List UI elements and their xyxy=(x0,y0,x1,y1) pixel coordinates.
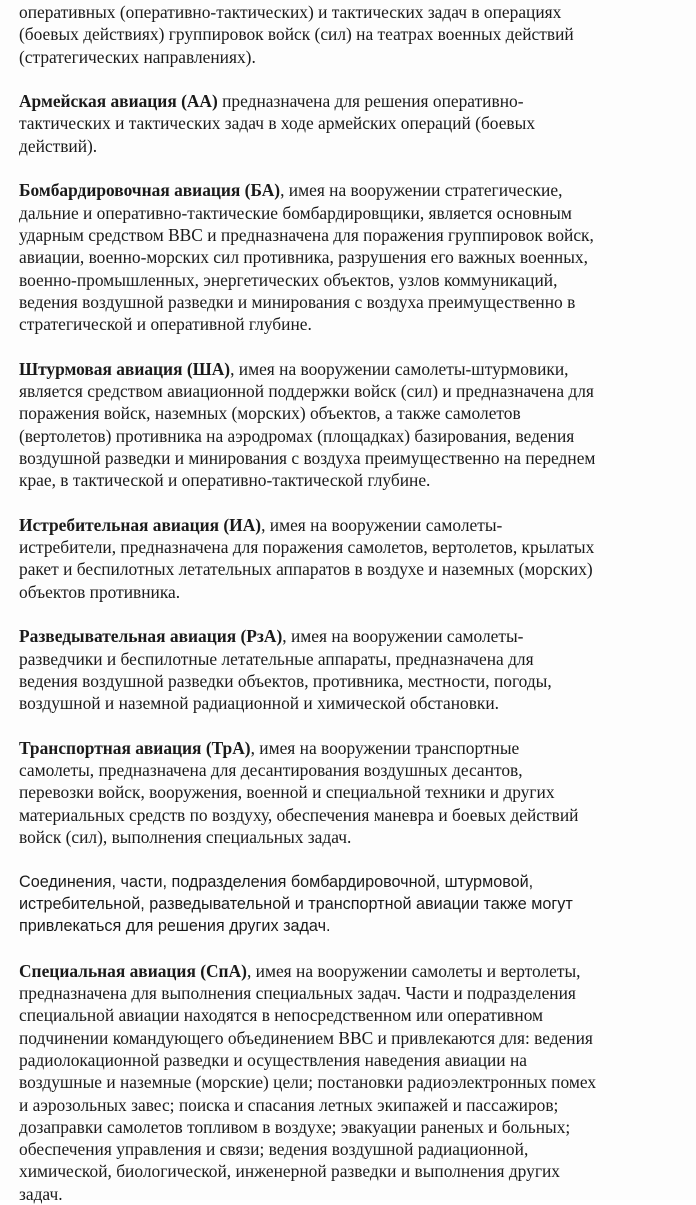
paragraph-term: Штурмовая авиация (ША) xyxy=(19,358,231,379)
paragraph-army-aviation xyxy=(19,90,682,157)
paragraph-bomber-aviation xyxy=(19,179,682,335)
paragraph-text: предназначена для решения оперативно- тактических и тактических задач в ходе армейских операций (боевых действий). xyxy=(19,91,536,156)
paragraph-continuation xyxy=(19,1,682,68)
paragraph-text: , имея на вооружении стратегические, дальние и оперативно-тактические бомбардировщики, является основным ударным средством ВВС и предназначена для поражения группировок войск, авиации, военно-морских сил противника, разрушения его важных военных, военно-промышленных, энергетических объектов, узлов коммуникаций, ведения воздушной разведки и минирования с воздуха преимущественно в стратегической и оперативной глубине. xyxy=(19,180,594,335)
paragraph-text: , имея на вооружении самолеты-штурмовики, является средством авиационной поддержки войск (сил) и предназначена для поражения войск, наземных (морских) объектов, а также самолетов (вертолетов) противника на аэродромах (площадках) базирования, ведения воздушной разведки и минирования с воздуха преимущественно на переднем крае, в тактической и оперативно-тактической глубине. xyxy=(19,358,596,491)
paragraph-text: Соединения, части, подразделения бомбардировочной, штурмовой, истребительной, разведывательной и транспортной авиации также могут привлекаться для решения других задач. xyxy=(19,872,573,936)
paragraph-term: Истребительная авиация (ИА) xyxy=(19,514,262,535)
paragraph-text: оперативных (оперативно-тактических) и тактических задач в операциях (боевых действиях) группировок войск (сил) на театрах военных действий (стратегических направлениях). xyxy=(19,2,574,67)
paragraph-other-tasks xyxy=(19,871,682,938)
paragraph-assault-aviation xyxy=(19,358,682,492)
paragraph-text: , имея на вооружении самолеты- разведчики и беспилотные летательные аппараты, предназначена для ведения воздушной разведки объектов, противника, местности, погоды, воздушной и наземной радиационной и химической обстановки. xyxy=(19,626,552,714)
paragraph-term: Разведывательная авиация (РзА) xyxy=(19,626,283,647)
paragraph-fighter-aviation xyxy=(19,514,682,603)
paragraph-term: Транспортная авиация (ТрА) xyxy=(19,737,251,758)
paragraph-text: , имея на вооружении самолеты и вертолеты, предназначена для выполнения специальных задач. Части и подразделения специальной авиации находятся в непосредственном или оперативном подчинении командующего объединением ВВС и привлекаются для: ведения радиолокационной разведки и осуществления наведения авиации на воздушные и наземные (морские) цели; постановки радиоэлектронных помех и аэрозольных завес; поиска и спасания летных экипажей и пассажиров; дозаправки самолетов топливом в воздухе; эвакуации раненых и больных; обеспечения управления и связи; ведения воздушной радиационной, химической, биологической, инженерной разведки и выполнения других задач. xyxy=(19,960,597,1204)
paragraph-text: , имея на вооружении самолеты- истребители, предназначена для поражения самолетов, вертолетов, крылатых ракет и беспилотных летательных аппаратов в воздухе и наземных (морских) объектов противника. xyxy=(19,514,595,602)
paragraph-term: Бомбардировочная авиация (БА) xyxy=(19,180,281,201)
paragraph-term: Армейская авиация (АА) xyxy=(19,91,218,112)
paragraph-special-aviation xyxy=(19,960,682,1205)
paragraph-term: Специальная авиация (СпА) xyxy=(19,960,247,981)
paragraph-text: , имея на вооружении транспортные самолеты, предназначена для десантирования воздушных десантов, перевозки войск, вооружения, военной и специальной техники и других материальных средств по воздуху, обеспечения маневра и боевых действий войск (сил), выполнения специальных задач. xyxy=(19,737,579,847)
paragraph-reconnaissance-aviation xyxy=(19,625,682,714)
paragraph-transport-aviation xyxy=(19,737,682,848)
